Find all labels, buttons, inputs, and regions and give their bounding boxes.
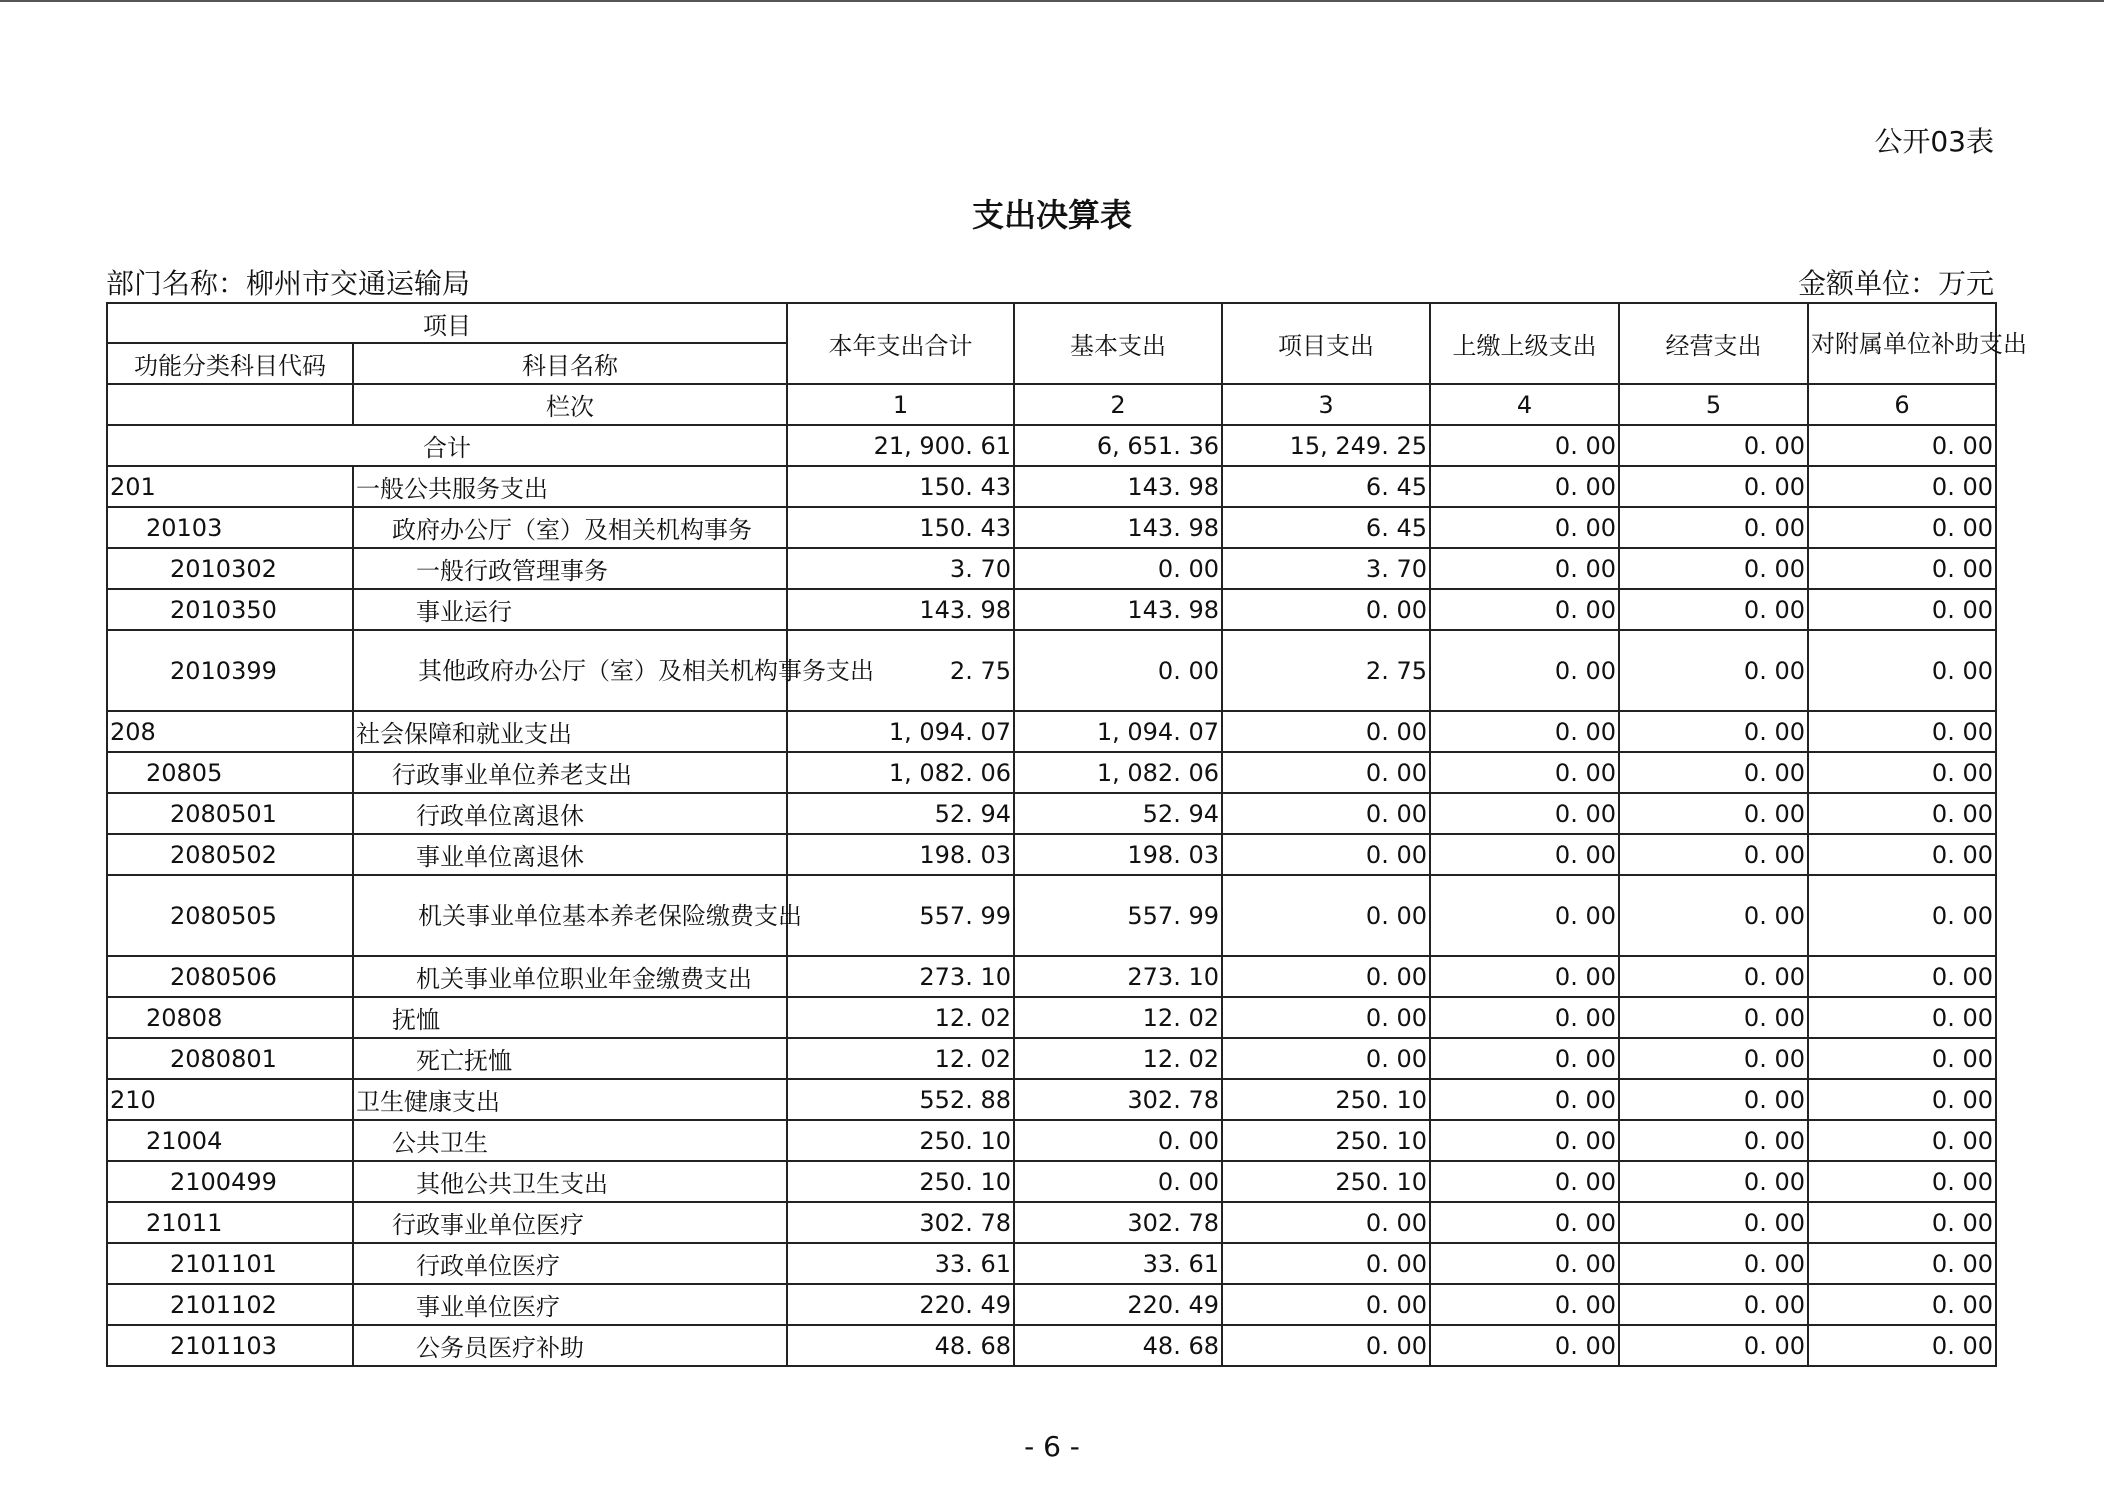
amount-cell: 143. 98	[1014, 507, 1222, 548]
subject-code: 2010399	[107, 630, 353, 711]
amount-cell: 0. 00	[1430, 548, 1619, 589]
amount-cell: 0. 00	[1222, 752, 1430, 793]
subject-name: 其他政府办公厅（室）及相关机构事务支出	[353, 630, 787, 711]
header-code: 功能分类科目代码	[107, 343, 353, 384]
header-project-expenditure: 项目支出	[1222, 303, 1430, 384]
header-name: 科目名称	[353, 343, 787, 384]
amount-cell: 0. 00	[1430, 1243, 1619, 1284]
expense-table	[106, 302, 2027, 1367]
amount-cell: 2. 75	[1222, 630, 1430, 711]
amount-cell: 0. 00	[1014, 1161, 1222, 1202]
amount-cell: 0. 00	[1430, 466, 1619, 507]
subject-name: 行政事业单位养老支出	[353, 752, 787, 793]
table-row	[107, 548, 1996, 589]
total-label: 合计	[107, 425, 787, 466]
table-row	[107, 1120, 1996, 1161]
table-row	[107, 711, 1996, 752]
amount-cell: 0. 00	[1222, 1284, 1430, 1325]
amount-cell: 557. 99	[787, 875, 1014, 956]
amount-unit-value: 万元	[1937, 267, 1994, 300]
amount-cell: 0. 00	[1430, 997, 1619, 1038]
amount-cell: 33. 61	[787, 1243, 1014, 1284]
amount-cell: 0. 00	[1430, 630, 1619, 711]
amount-cell: 250. 10	[1222, 1120, 1430, 1161]
amount-cell: 0. 00	[1222, 793, 1430, 834]
amount-cell: 0. 00	[1808, 1120, 1996, 1161]
amount-cell: 48. 68	[787, 1325, 1014, 1366]
amount-cell: 3. 70	[1222, 548, 1430, 589]
amount-cell: 0. 00	[1619, 1038, 1808, 1079]
amount-cell: 0. 00	[1430, 1325, 1619, 1366]
total-value: 0. 00	[1808, 425, 1996, 466]
amount-cell: 0. 00	[1619, 711, 1808, 752]
table-row	[107, 875, 1996, 956]
subject-code: 2080502	[107, 834, 353, 875]
amount-cell: 6. 45	[1222, 507, 1430, 548]
subject-code: 2010302	[107, 548, 353, 589]
amount-cell: 0. 00	[1619, 834, 1808, 875]
amount-cell: 0. 00	[1430, 956, 1619, 997]
amount-cell: 552. 88	[787, 1079, 1014, 1120]
table-row	[107, 1079, 1996, 1120]
header-total-expenditure: 本年支出合计	[787, 303, 1014, 384]
column-index-blank	[107, 384, 353, 425]
amount-cell: 0. 00	[1619, 1284, 1808, 1325]
amount-cell: 0. 00	[1619, 1243, 1808, 1284]
amount-cell: 0. 00	[1808, 1243, 1996, 1284]
amount-cell: 0. 00	[1808, 589, 1996, 630]
amount-cell: 0. 00	[1808, 1202, 1996, 1243]
amount-cell: 0. 00	[1222, 834, 1430, 875]
table-row	[107, 752, 1996, 793]
subject-code: 20805	[107, 752, 353, 793]
amount-cell: 0. 00	[1619, 875, 1808, 956]
subject-name: 其他公共卫生支出	[353, 1161, 787, 1202]
amount-cell: 220. 49	[787, 1284, 1014, 1325]
amount-cell: 0. 00	[1808, 466, 1996, 507]
amount-cell: 0. 00	[1808, 1079, 1996, 1120]
amount-cell: 0. 00	[1808, 507, 1996, 548]
subject-name: 一般公共服务支出	[353, 466, 787, 507]
subject-name: 行政事业单位医疗	[353, 1202, 787, 1243]
subject-code: 2101102	[107, 1284, 353, 1325]
table-row	[107, 956, 1996, 997]
table-row	[107, 997, 1996, 1038]
document-title: 支出决算表	[971, 196, 1132, 234]
amount-cell: 0. 00	[1430, 1284, 1619, 1325]
amount-cell: 52. 94	[1014, 793, 1222, 834]
subject-code: 2100499	[107, 1161, 353, 1202]
amount-cell: 0. 00	[1222, 997, 1430, 1038]
subject-name: 事业运行	[353, 589, 787, 630]
page-number: - 6 -	[1024, 1430, 1080, 1463]
amount-cell: 302. 78	[1014, 1202, 1222, 1243]
amount-cell: 0. 00	[1808, 997, 1996, 1038]
amount-cell: 0. 00	[1430, 1202, 1619, 1243]
table-row	[107, 834, 1996, 875]
subject-name: 事业单位医疗	[353, 1284, 787, 1325]
subject-code: 2080801	[107, 1038, 353, 1079]
amount-cell: 198. 03	[787, 834, 1014, 875]
amount-cell: 0. 00	[1222, 1325, 1430, 1366]
subject-name: 机关事业单位基本养老保险缴费支出	[353, 875, 787, 956]
header-remit-superior: 上缴上级支出	[1430, 303, 1619, 384]
subject-name: 抚恤	[353, 997, 787, 1038]
table-row	[107, 1161, 1996, 1202]
amount-cell: 0. 00	[1808, 752, 1996, 793]
amount-unit-label: 金额单位：	[1797, 267, 1938, 300]
amount-cell: 0. 00	[1808, 548, 1996, 589]
amount-cell: 0. 00	[1430, 1120, 1619, 1161]
amount-cell: 0. 00	[1808, 1161, 1996, 1202]
subject-code: 210	[107, 1079, 353, 1120]
amount-cell: 0. 00	[1014, 548, 1222, 589]
subject-code: 2101101	[107, 1243, 353, 1284]
amount-cell: 0. 00	[1222, 956, 1430, 997]
department-label: 部门名称：	[106, 267, 247, 300]
form-code: 公开03表	[1874, 125, 1994, 158]
amount-cell: 273. 10	[1014, 956, 1222, 997]
table-row	[107, 466, 1996, 507]
amount-cell: 0. 00	[1808, 956, 1996, 997]
amount-cell: 0. 00	[1430, 589, 1619, 630]
amount-cell: 0. 00	[1619, 1202, 1808, 1243]
amount-cell: 12. 02	[1014, 997, 1222, 1038]
amount-cell: 198. 03	[1014, 834, 1222, 875]
amount-cell: 0. 00	[1619, 466, 1808, 507]
column-number: 5	[1619, 384, 1808, 425]
amount-cell: 0. 00	[1430, 507, 1619, 548]
amount-cell: 0. 00	[1430, 1038, 1619, 1079]
amount-cell: 302. 78	[787, 1202, 1014, 1243]
subject-code: 208	[107, 711, 353, 752]
table-row	[107, 589, 1996, 630]
amount-cell: 150. 43	[787, 507, 1014, 548]
amount-cell: 48. 68	[1014, 1325, 1222, 1366]
table-row	[107, 507, 1996, 548]
column-index-row	[107, 384, 1996, 425]
total-value: 0. 00	[1619, 425, 1808, 466]
amount-cell: 0. 00	[1808, 1038, 1996, 1079]
amount-cell: 0. 00	[1619, 548, 1808, 589]
amount-cell: 0. 00	[1808, 875, 1996, 956]
amount-cell: 0. 00	[1430, 834, 1619, 875]
amount-cell: 12. 02	[787, 997, 1014, 1038]
amount-cell: 0. 00	[1430, 1079, 1619, 1120]
amount-cell: 0. 00	[1430, 752, 1619, 793]
amount-cell: 0. 00	[1222, 1202, 1430, 1243]
amount-cell: 0. 00	[1619, 507, 1808, 548]
amount-cell: 0. 00	[1014, 630, 1222, 711]
header-row-1	[107, 303, 1996, 343]
amount-cell: 12. 02	[1014, 1038, 1222, 1079]
header-operating-expenditure: 经营支出	[1619, 303, 1808, 384]
amount-cell: 0. 00	[1222, 1038, 1430, 1079]
subject-name: 卫生健康支出	[353, 1079, 787, 1120]
subject-code: 201	[107, 466, 353, 507]
amount-cell: 250. 10	[1222, 1079, 1430, 1120]
amount-cell: 0. 00	[1808, 630, 1996, 711]
subject-code: 2080501	[107, 793, 353, 834]
total-row	[107, 425, 1996, 466]
amount-cell: 3. 70	[787, 548, 1014, 589]
amount-cell: 150. 43	[787, 466, 1014, 507]
subject-code: 2080506	[107, 956, 353, 997]
department-value: 柳州市交通运输局	[246, 267, 471, 300]
subject-name: 事业单位离退休	[353, 834, 787, 875]
subject-name: 行政单位医疗	[353, 1243, 787, 1284]
amount-cell: 0. 00	[1222, 711, 1430, 752]
subject-name: 政府办公厅（室）及相关机构事务	[353, 507, 787, 548]
total-value: 0. 00	[1430, 425, 1619, 466]
table-row	[107, 1325, 1996, 1366]
column-number: 1	[787, 384, 1014, 425]
amount-cell: 557. 99	[1014, 875, 1222, 956]
subject-code: 21011	[107, 1202, 353, 1243]
subject-code: 2101103	[107, 1325, 353, 1366]
amount-cell: 6. 45	[1222, 466, 1430, 507]
amount-cell: 1, 082. 06	[1014, 752, 1222, 793]
amount-cell: 0. 00	[1808, 1325, 1996, 1366]
column-number: 2	[1014, 384, 1222, 425]
amount-cell: 0. 00	[1619, 1161, 1808, 1202]
header-subsidiary-subsidy: 对附属单位补助支出	[1808, 303, 1996, 384]
total-value: 6, 651. 36	[1014, 425, 1222, 466]
subject-name: 机关事业单位职业年金缴费支出	[353, 956, 787, 997]
amount-cell: 0. 00	[1619, 956, 1808, 997]
header-item: 项目	[107, 303, 787, 343]
subject-name: 公务员医疗补助	[353, 1325, 787, 1366]
header-basic-expenditure: 基本支出	[1014, 303, 1222, 384]
amount-cell: 0. 00	[1619, 793, 1808, 834]
column-number: 3	[1222, 384, 1430, 425]
amount-cell: 1, 094. 07	[1014, 711, 1222, 752]
column-number: 4	[1430, 384, 1619, 425]
total-value: 15, 249. 25	[1222, 425, 1430, 466]
total-value: 21, 900. 61	[787, 425, 1014, 466]
subject-name: 行政单位离退休	[353, 793, 787, 834]
subject-code: 21004	[107, 1120, 353, 1161]
amount-cell: 0. 00	[1808, 834, 1996, 875]
amount-cell: 0. 00	[1808, 793, 1996, 834]
subject-code: 20808	[107, 997, 353, 1038]
amount-cell: 250. 10	[787, 1120, 1014, 1161]
amount-cell: 143. 98	[1014, 466, 1222, 507]
subject-code: 2080505	[107, 875, 353, 956]
table-row	[107, 1243, 1996, 1284]
amount-cell: 0. 00	[1619, 630, 1808, 711]
amount-unit	[1798, 262, 1994, 302]
amount-cell: 0. 00	[1619, 1325, 1808, 1366]
amount-cell: 143. 98	[1014, 589, 1222, 630]
subject-name: 社会保障和就业支出	[353, 711, 787, 752]
amount-cell: 0. 00	[1808, 1284, 1996, 1325]
amount-cell: 220. 49	[1014, 1284, 1222, 1325]
subject-code: 2010350	[107, 589, 353, 630]
amount-cell: 0. 00	[1430, 793, 1619, 834]
amount-cell: 0. 00	[1430, 711, 1619, 752]
amount-cell: 0. 00	[1619, 1079, 1808, 1120]
amount-cell: 0. 00	[1222, 875, 1430, 956]
amount-cell: 0. 00	[1619, 589, 1808, 630]
table-row	[107, 793, 1996, 834]
table-row	[107, 630, 1996, 711]
amount-cell: 1, 082. 06	[787, 752, 1014, 793]
subject-name: 一般行政管理事务	[353, 548, 787, 589]
amount-cell: 2. 75	[787, 630, 1014, 711]
amount-cell: 302. 78	[1014, 1079, 1222, 1120]
table-row	[107, 1202, 1996, 1243]
amount-cell: 0. 00	[1619, 997, 1808, 1038]
amount-cell: 52. 94	[787, 793, 1014, 834]
amount-cell: 0. 00	[1808, 711, 1996, 752]
amount-cell: 12. 02	[787, 1038, 1014, 1079]
amount-cell: 0. 00	[1619, 752, 1808, 793]
amount-cell: 0. 00	[1014, 1120, 1222, 1161]
amount-cell: 0. 00	[1430, 875, 1619, 956]
amount-cell: 0. 00	[1430, 1161, 1619, 1202]
column-number: 6	[1808, 384, 1996, 425]
amount-cell: 0. 00	[1222, 589, 1430, 630]
amount-cell: 0. 00	[1222, 1243, 1430, 1284]
subject-code: 20103	[107, 507, 353, 548]
table-row	[107, 1038, 1996, 1079]
amount-cell: 143. 98	[787, 589, 1014, 630]
column-index-label: 栏次	[353, 384, 787, 425]
department-name	[106, 262, 470, 302]
amount-cell: 250. 10	[1222, 1161, 1430, 1202]
amount-cell: 33. 61	[1014, 1243, 1222, 1284]
amount-cell: 273. 10	[787, 956, 1014, 997]
amount-cell: 250. 10	[787, 1161, 1014, 1202]
top-border-line	[0, 0, 2104, 2]
table-row	[107, 1284, 1996, 1325]
subject-name: 死亡抚恤	[353, 1038, 787, 1079]
amount-cell: 1, 094. 07	[787, 711, 1014, 752]
subject-name: 公共卫生	[353, 1120, 787, 1161]
amount-cell: 0. 00	[1619, 1120, 1808, 1161]
